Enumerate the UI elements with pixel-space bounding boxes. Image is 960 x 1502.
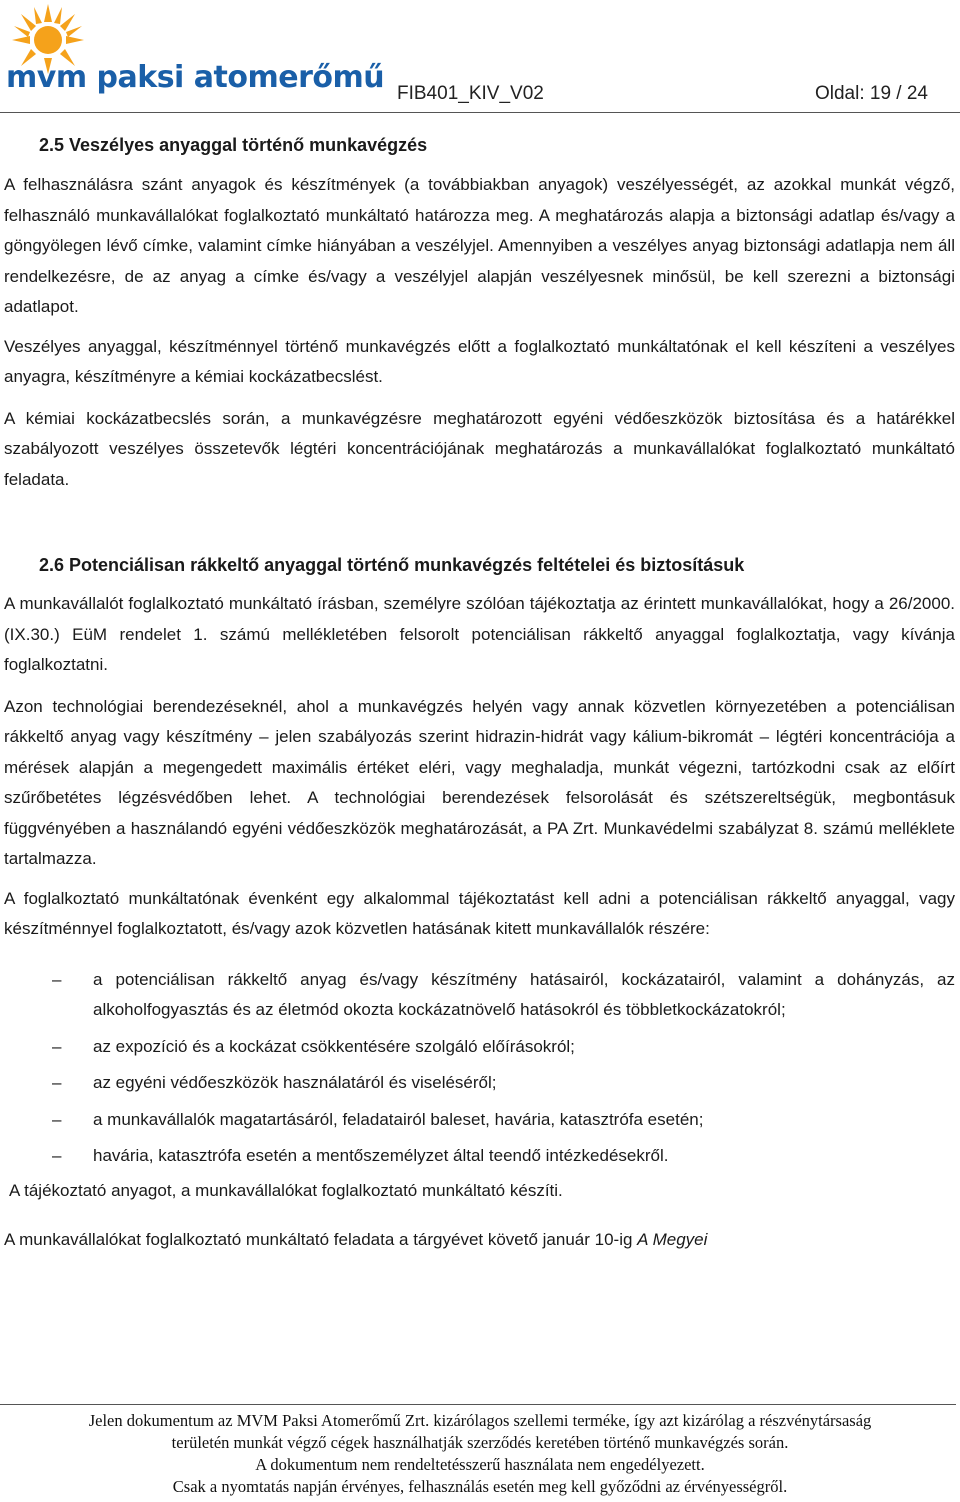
dash-bullet: –	[52, 1109, 62, 1129]
logo-mvm-text: mvm	[6, 60, 87, 95]
section-2-5-title: 2.5 Veszélyes anyaggal történő munkavégzés	[39, 135, 428, 155]
header-divider	[0, 112, 960, 113]
paragraph-5-italic: A Megyei	[637, 1230, 708, 1249]
section-2-6-paragraph-4: A tájékoztató anyagot, a munkavállalókat foglalkoztató munkáltató készíti.	[9, 1180, 563, 1200]
section-2-5-paragraph-2: Veszélyes anyaggal, készítménnyel történő munkavégzés előtt a foglalkoztató munkáltatónak el kell készíteni a veszélyes anyagra, készítményre a kémiai kockázatbecslést.	[4, 336, 955, 386]
dash-bullet: –	[52, 1073, 62, 1092]
page-header	[0, 0, 960, 112]
list-item-text: a potenciálisan rákkeltő anyag és/vagy készítmény hatásairól, kockázatairól, valamint a dohányzás, az alkoholfogyasztás és az életmód okozta kockázatnövelő hatásokról és többletkockázatokról;	[93, 969, 955, 1019]
dash-bullet: –	[52, 1036, 62, 1056]
document-id: FIB401_KIV_V02	[397, 83, 544, 104]
list-item-text: a munkavállalók magatartásáról, feladatairól baleset, havária, katasztrófa esetén;	[93, 1109, 704, 1129]
dash-bullet: –	[52, 969, 62, 989]
footer-line-1: Jelen dokumentum az MVM Paksi Atomerőmű Zrt. kizárólagos szellemi terméke, így azt kizárólag a részvénytársaság	[88, 1411, 872, 1430]
section-2-6-title: 2.6 Potenciálisan rákkeltő anyaggal történő munkavégzés feltételei és biztosításuk	[39, 555, 745, 575]
footer-line-2: területén munkát végző cégek használhatják szerződés keretében történő munkavégzés során.	[171, 1433, 789, 1452]
list-item	[4, 1141, 955, 1172]
dash-bullet: –	[52, 1146, 62, 1165]
logo-wordmark	[6, 60, 384, 95]
list-item-text: az expozíció és a kockázat csökkentésére szolgáló előírásokról;	[93, 1036, 575, 1056]
section-2-6-paragraph-2: Azon technológiai berendezéseknél, ahol a munkavégzés helyén vagy annak közvetlen környezetében a potenciálisan rákkeltő anyag vagy készítmény – jelen szabályozás szerint hidrazin-hidrát vagy kálium-bikromát – légtéri koncentrációja a mérések alapján a megengedett maximális értéket eléri, vagy meghaladja, munkát végezni, tartózkodni csak az előírt szűrőbetétes légzésvédőben lehet. A technológiai berendezések felsorolását és szétszereltségük, megbontásuk függvényében a használandó egyéni védőeszközök meghatározását, a PA Zrt. Munkavédelmi szabályzat 8. számú melléklete tartalmazza.	[4, 696, 955, 868]
footer-divider	[0, 1404, 956, 1405]
information-topics-list	[4, 965, 955, 1172]
paragraph-5-text: A munkavállalókat foglalkoztató munkáltató feladata a tárgyévet követő január 10-ig	[4, 1230, 638, 1249]
list-item	[4, 965, 955, 1026]
list-item	[4, 1032, 955, 1063]
list-item-text: havária, katasztrófa esetén a mentőszemélyzet által teendő intézkedésekről.	[93, 1146, 669, 1165]
page-number: Oldal: 19 / 24	[814, 83, 928, 104]
list-item-text: az egyéni védőeszközök használatáról és viseléséről;	[93, 1073, 497, 1092]
mvm-logo	[6, 4, 385, 102]
section-2-6-paragraph-3: A foglalkoztató munkáltatónak évenként egy alkalommal tájékoztatást kell adni a potenciálisan rákkeltő anyaggal, vagy készítménnyel foglalkoztatott, és/vagy azok közvetlen hatásának kitett munkavállalók részére:	[4, 888, 955, 938]
section-2-5-paragraph-1: A felhasználásra szánt anyagok és készítmények (a továbbiakban anyagok) veszélyességét, az azokkal munkát végző, felhasználó munkavállalókat foglalkoztató munkáltató határozza meg. A meghatározás alapja a biztonsági adatlap és/vagy a göngyölegen lévő címke, valamint címke hiányában a veszélyjel. Amennyiben a veszélyes anyag biztonsági adatlapja nem áll rendelkezésre, de az anyag a címke és/vagy a veszélyjel alapján veszélyesnek minősül, be kell szerezni a biztonsági adatlapot.	[4, 175, 955, 316]
footer-line-3: A dokumentum nem rendeltetésszerű használata nem engedélyezett.	[255, 1455, 705, 1474]
section-2-6-paragraph-5	[4, 1225, 955, 1256]
list-item	[4, 1068, 955, 1099]
document-body	[4, 130, 955, 1256]
logo-paks-text: paksi atomerőmű	[96, 60, 385, 95]
section-2-5-paragraph-3: A kémiai kockázatbecslés során, a munkavégzésre meghatározott egyéni védőeszközök biztosítása és a határékkel szabályozott veszélyes összetevők légtéri koncentrációjának meghatározás a munkavállalókat foglalkoztató munkáltató feladata.	[4, 408, 955, 489]
page-footer	[0, 1410, 960, 1498]
list-item	[4, 1105, 955, 1136]
footer-line-4: Csak a nyomtatás napján érvényes, felhasználás esetén meg kell győződni az érvényességről.	[172, 1477, 788, 1496]
section-2-6-paragraph-1: A munkavállalót foglalkoztató munkáltató írásban, személyre szólóan tájékoztatja az érintett munkavállalókat, hogy a 26/2000. (IX.30.) EüM rendelet 1. számú mellékletében felsorolt potenciálisan rákkeltő anyaggal foglalkoztatja, vagy kívánja foglalkoztatni.	[4, 594, 955, 674]
